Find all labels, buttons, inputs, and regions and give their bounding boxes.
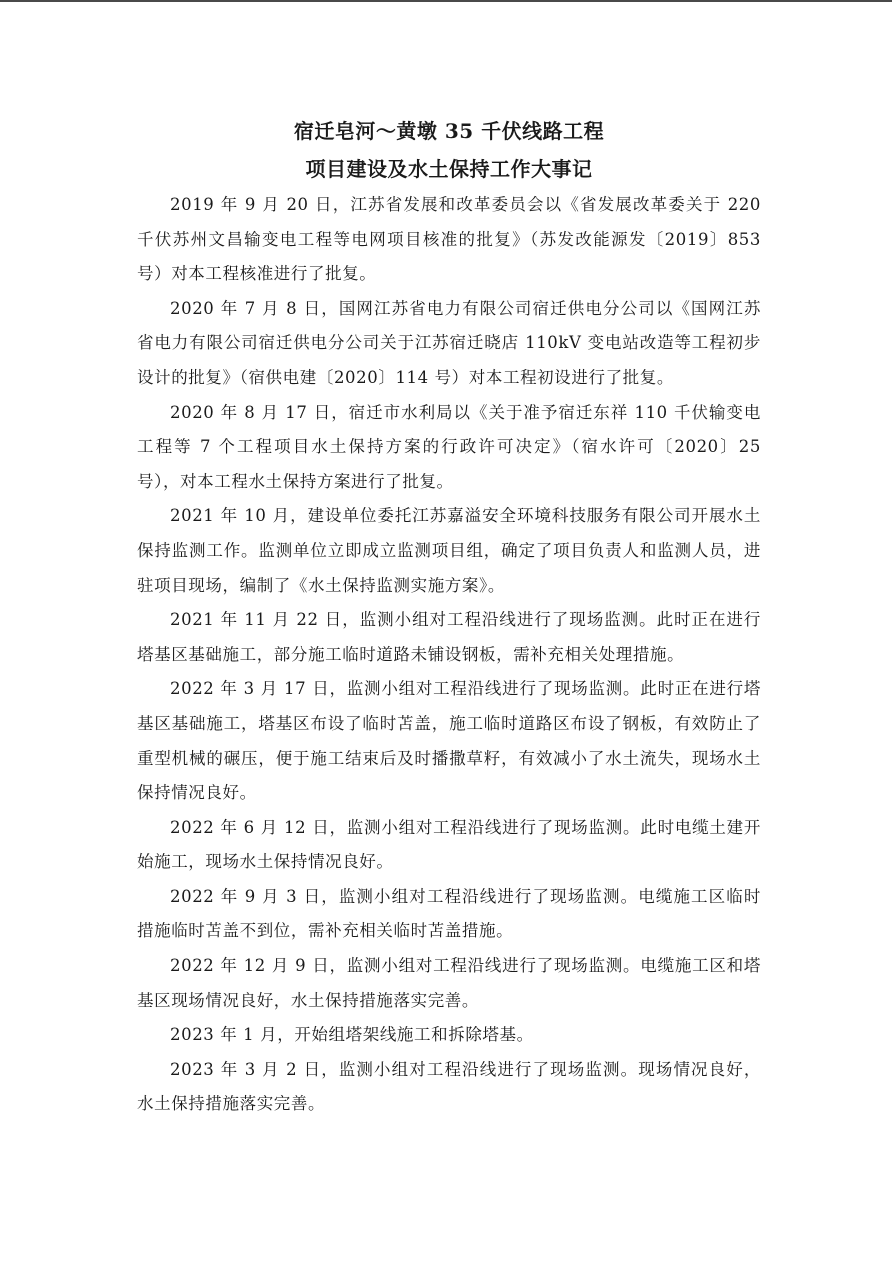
document-body: [137, 188, 761, 1122]
document-page: [137, 112, 761, 1122]
document-subtitle: 项目建设及水土保持工作大事记: [305, 157, 593, 181]
document-title: 宿迁皂河～黄墩 35 千伏线路工程: [293, 119, 605, 143]
paragraph-2022-03-inspection: 2022 年 3 月 17 日，监测小组对工程沿线进行了现场监测。此时正在进行塔基区基础施工，塔基区布设了临时苫盖，施工临时道路区布设了钢板，有效防止了重型机械的碾压，便于施工结束后及时播撒草籽，有效减小了水土流失，现场水土保持情况良好。: [137, 679, 761, 803]
paragraph-2021-11-inspection: 2021 年 11 月 22 日，监测小组对工程沿线进行了现场监测。此时正在进行塔基区基础施工，部分施工临时道路未铺设钢板，需补充相关处理措施。: [137, 610, 761, 664]
paragraph-2020-soil-plan: 2020 年 8 月 17 日，宿迁市水利局以《关于准予宿迁东祥 110 千伏输变电工程等 7 个工程项目水土保持方案的行政许可决定》（宿水许可〔2020〕25 号），对本工程水土保持方案进行了批复。: [137, 402, 761, 491]
paragraph-2019-approval: 2019 年 9 月 20 日，江苏省发展和改革委员会以《省发展改革委关于 220 千伏苏州文昌输变电工程等电网项目核准的批复》（苏发改能源发〔2019〕853 号）对本工程核准进行了批复。: [137, 195, 761, 284]
paragraph-2022-09-inspection: 2022 年 9 月 3 日，监测小组对工程沿线进行了现场监测。电缆施工区临时措施临时苫盖不到位，需补充相关临时苫盖措施。: [137, 886, 761, 941]
paragraph-2023-03-inspection: 2023 年 3 月 2 日，监测小组对工程沿线进行了现场监测。现场情况良好，水土保持措施落实完善。: [137, 1059, 761, 1114]
paragraph-2020-preliminary-design: 2020 年 7 月 8 日，国网江苏省电力有限公司宿迁供电分公司以《国网江苏省电力有限公司宿迁供电分公司关于江苏宿迁晓店 110kV 变电站改造等工程初步设计的批复》（宿供电建〔2020〕114 号）对本工程初设进行了批复。: [137, 298, 761, 387]
paragraph-2022-06-inspection: 2022 年 6 月 12 日，监测小组对工程沿线进行了现场监测。此时电缆土建开始施工，现场水土保持情况良好。: [137, 817, 761, 872]
paragraph-2022-12-inspection: 2022 年 12 月 9 日，监测小组对工程沿线进行了现场监测。电缆施工区和塔基区现场情况良好，水土保持措施落实完善。: [137, 956, 761, 1010]
paragraph-2023-01-construction: 2023 年 1 月，开始组塔架线施工和拆除塔基。: [170, 1025, 534, 1045]
top-border-line: [0, 0, 892, 2]
paragraph-2021-monitoring-start: 2021 年 10 月，建设单位委托江苏嘉溢安全环境科技服务有限公司开展水土保持监测工作。监测单位立即成立监测项目组，确定了项目负责人和监测人员，进驻项目现场，编制了《水土保持监测实施方案》。: [137, 506, 761, 595]
